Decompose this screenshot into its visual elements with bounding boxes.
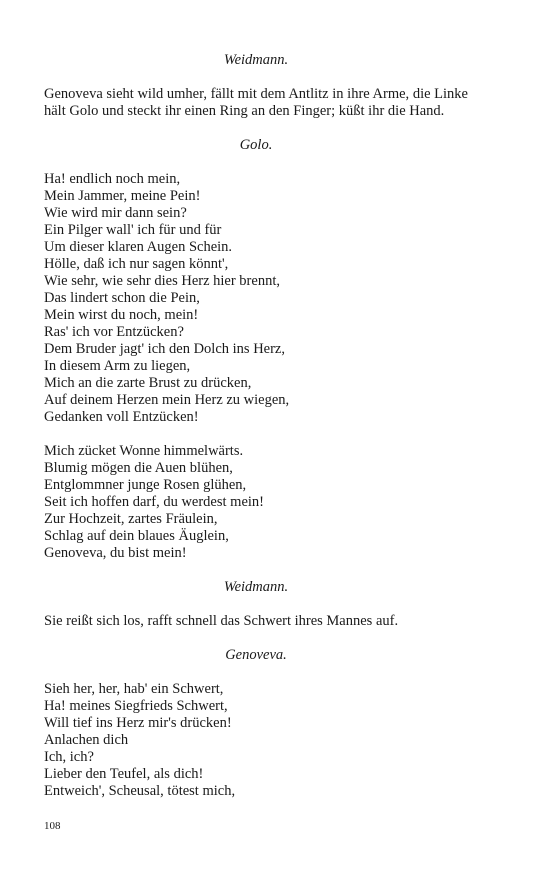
- verse-line: Gedanken voll Entzücken!: [44, 409, 199, 425]
- verse-line: Hölle, daß ich nur sagen könnt',: [44, 256, 229, 272]
- page-number: 108: [44, 820, 61, 832]
- speaker-heading: Weidmann.: [223, 579, 289, 595]
- verse-line: Entglommner junge Rosen glühen,: [44, 477, 247, 493]
- verse-line: Sieh her, her, hab' ein Schwert,: [44, 681, 224, 697]
- verse-line: Ha! endlich noch mein,: [44, 171, 181, 187]
- verse-stanza: [44, 681, 468, 800]
- verse-line: Ha! meines Siegfrieds Schwert,: [44, 698, 228, 714]
- verse-line: Dem Bruder jagt' ich den Dolch ins Herz,: [44, 341, 285, 357]
- verse-line: Will tief ins Herz mir's drücken!: [44, 715, 232, 731]
- verse-line: Ein Pilger wall' ich für und für: [44, 222, 222, 238]
- stage-direction: Genoveva sieht wild umher, fällt mit dem Antlitz in ihre Arme, die Linke hält Golo und steckt ihr einen Ring an den Finger; küßt ihr die Hand.: [44, 86, 468, 119]
- verse-line: Anlachen dich: [44, 732, 129, 748]
- page-body: [44, 52, 468, 800]
- verse-line: Entweich', Scheusal, tötest mich,: [44, 783, 236, 799]
- verse-line: Ras' ich vor Entzücken?: [44, 324, 184, 340]
- verse-line: Ich, ich?: [44, 749, 94, 765]
- verse-line: Mich zücket Wonne himmelwärts.: [44, 443, 244, 459]
- verse-line: Um dieser klaren Augen Schein.: [44, 239, 233, 255]
- verse-stanza: [44, 171, 468, 426]
- verse-line: Auf deinem Herzen mein Herz zu wiegen,: [44, 392, 290, 408]
- verse-line: Mein wirst du noch, mein!: [44, 307, 199, 323]
- verse-line: Das lindert schon die Pein,: [44, 290, 200, 306]
- verse-line: Mich an die zarte Brust zu drücken,: [44, 375, 252, 391]
- verse-stanza: [44, 443, 468, 562]
- verse-line: Seit ich hoffen darf, du werdest mein!: [44, 494, 264, 510]
- verse-line: In diesem Arm zu liegen,: [44, 358, 191, 374]
- verse-line: Mein Jammer, meine Pein!: [44, 188, 201, 204]
- verse-line: Wie sehr, wie sehr dies Herz hier brennt,: [44, 273, 280, 289]
- speaker-heading: Weidmann.: [223, 52, 289, 68]
- verse-line: Blumig mögen die Auen blühen,: [44, 460, 233, 476]
- verse-line: Lieber den Teufel, als dich!: [44, 766, 204, 782]
- verse-line: Genoveva, du bist mein!: [44, 545, 187, 561]
- verse-line: Wie wird mir dann sein?: [44, 205, 187, 221]
- verse-line: Zur Hochzeit, zartes Fräulein,: [44, 511, 218, 527]
- speaker-heading: Golo.: [239, 137, 273, 153]
- verse-line: Schlag auf dein blaues Äuglein,: [44, 528, 229, 544]
- speaker-heading: Genoveva.: [225, 647, 287, 663]
- stage-direction: Sie reißt sich los, rafft schnell das Schwert ihres Mannes auf.: [44, 613, 399, 629]
